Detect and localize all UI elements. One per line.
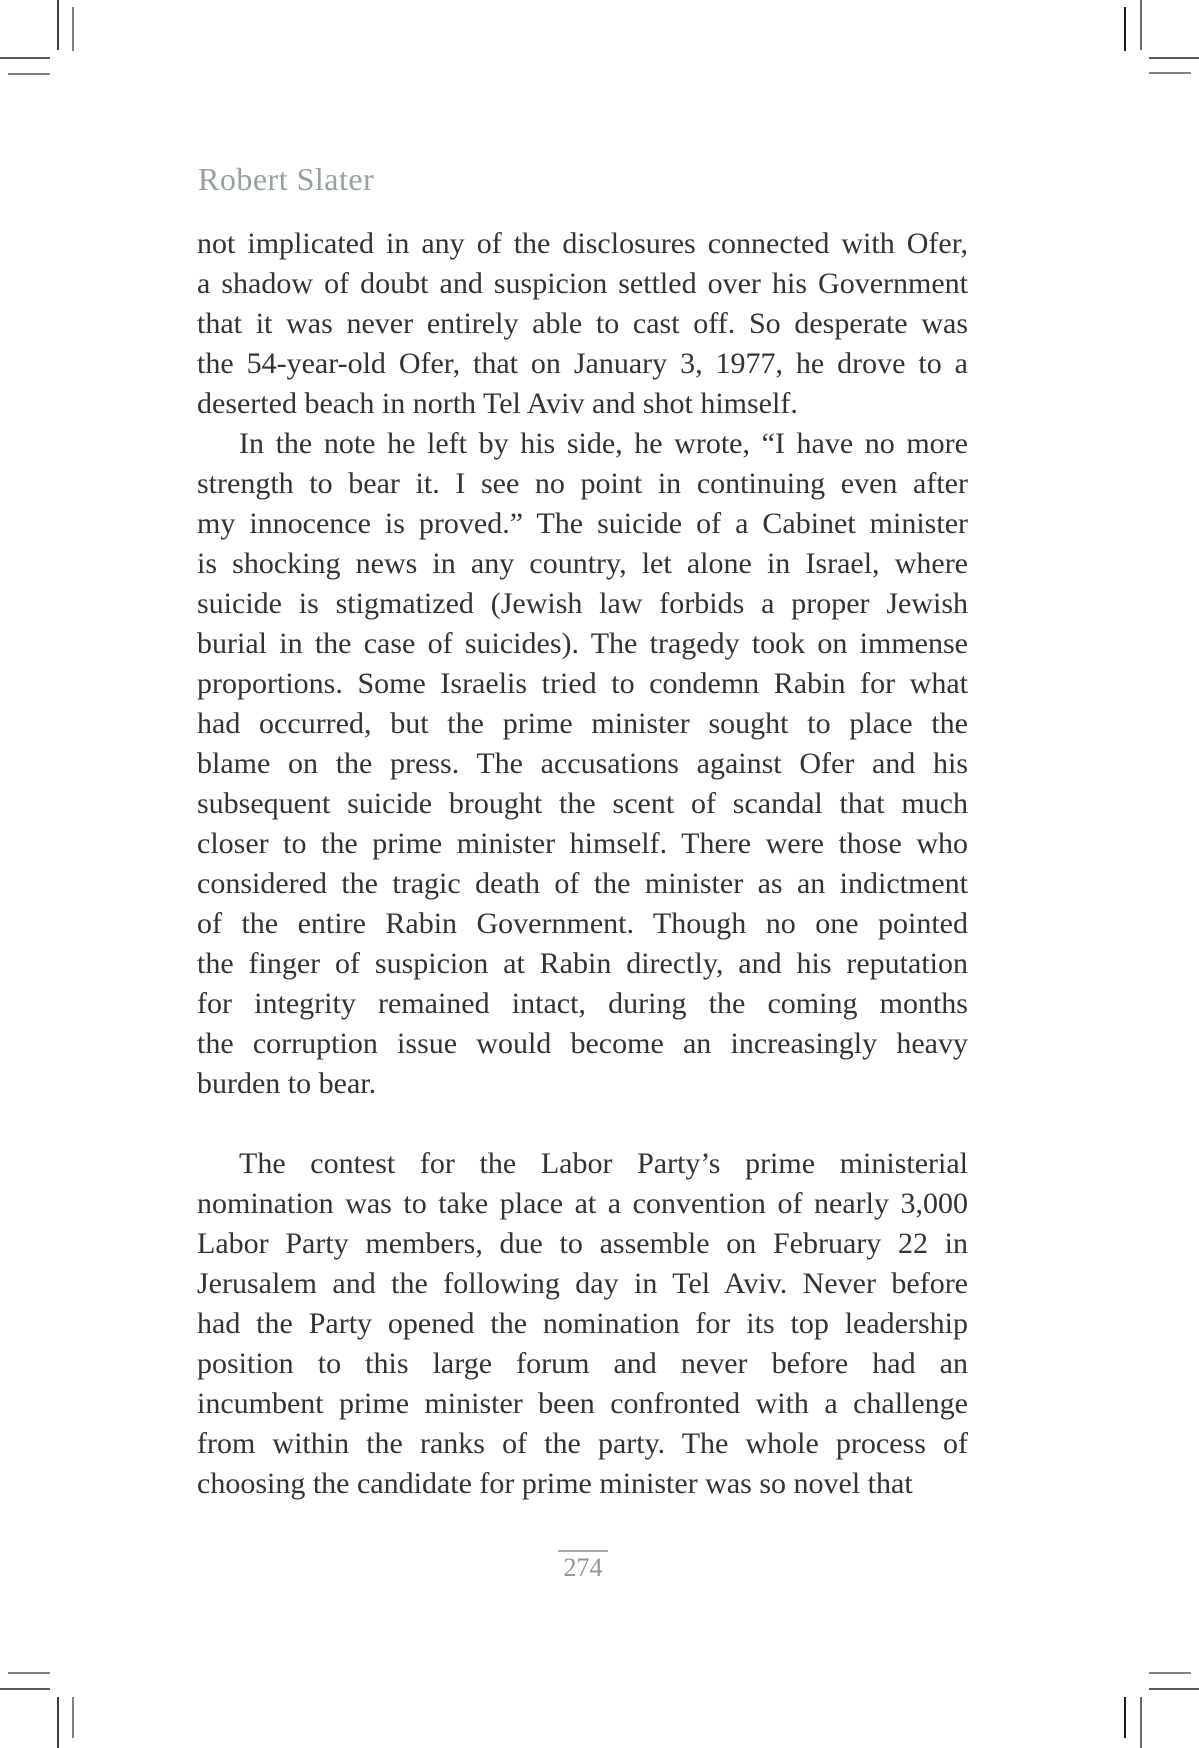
text-line: is shocking news in any country, let alone in Israel, where: [197, 547, 968, 580]
text-line: not implicated in any of the disclosures connected with Ofer,: [197, 227, 968, 260]
crop-mark: [1149, 57, 1199, 59]
text-line: closer to the prime minister himself. There were those who: [197, 827, 968, 860]
text-line: had occurred, but the prime minister sought to place the: [197, 707, 968, 740]
text-line: nomination was to take place at a convention of nearly 3,000: [197, 1187, 968, 1220]
crop-mark: [0, 1688, 50, 1690]
text-line: subsequent suicide brought the scent of scandal that much: [197, 787, 968, 820]
text-line: burden to bear.: [197, 1067, 377, 1100]
text-line: of the entire Rabin Government. Though no one pointed: [197, 907, 968, 940]
crop-mark: [1124, 1697, 1126, 1738]
crop-mark: [1140, 1697, 1142, 1748]
text-line: my innocence is proved.” The suicide of a Cabinet minister: [197, 507, 968, 540]
body-text: [197, 224, 968, 1504]
text-line: proportions. Some Israelis tried to condemn Rabin for what: [197, 667, 968, 700]
crop-mark: [1149, 72, 1191, 74]
text-line: burial in the case of suicides). The tragedy took on immense: [197, 627, 968, 660]
page-number-folio: [558, 1550, 608, 1582]
text-line: Labor Party members, due to assemble on February 22 in: [197, 1227, 968, 1260]
text-line: The contest for the Labor Party’s prime ministerial: [239, 1147, 968, 1180]
text-line: for integrity remained intact, during the coming months: [197, 987, 968, 1020]
crop-mark: [8, 73, 50, 75]
text-line: strength to bear it. I see no point in continuing even after: [197, 467, 968, 500]
crop-mark: [72, 7, 74, 51]
text-line: the 54-year-old Ofer, that on January 3, 1977, he drove to a: [197, 347, 968, 380]
crop-mark: [1140, 0, 1142, 50]
text-line: that it was never entirely able to cast off. So desperate was: [197, 307, 968, 340]
text-line: choosing the candidate for prime minister was so novel that: [197, 1467, 913, 1500]
crop-mark: [72, 1697, 74, 1738]
text-line: incumbent prime minister been confronted with a challenge: [197, 1387, 968, 1420]
page-number: 274: [563, 1553, 603, 1582]
text-line: from within the ranks of the party. The whole process of: [197, 1427, 968, 1460]
text-line: the finger of suspicion at Rabin directly, and his reputation: [197, 947, 968, 980]
running-head-author: Robert Slater: [198, 161, 375, 197]
text-line: suicide is stigmatized (Jewish law forbids a proper Jewish: [197, 587, 968, 620]
text-line: position to this large forum and never before had an: [197, 1347, 968, 1380]
crop-mark: [57, 1697, 59, 1748]
crop-mark: [1124, 7, 1126, 51]
text-line: the corruption issue would become an increasingly heavy: [197, 1027, 968, 1060]
text-line: blame on the press. The accusations against Ofer and his: [197, 747, 968, 780]
text-line: a shadow of doubt and suspicion settled over his Government: [197, 267, 968, 300]
crop-mark: [0, 57, 50, 59]
text-line: had the Party opened the nomination for its top leadership: [197, 1307, 968, 1340]
text-line: considered the tragic death of the minister as an indictment: [197, 867, 968, 900]
paragraph-spacer: [197, 1104, 968, 1144]
crop-mark: [57, 0, 59, 50]
text-line: In the note he left by his side, he wrote, “I have no more: [239, 427, 968, 460]
crop-mark: [1149, 1672, 1191, 1674]
crop-mark: [8, 1672, 50, 1674]
crop-mark: [1149, 1688, 1199, 1690]
text-line: deserted beach in north Tel Aviv and shot himself.: [197, 387, 798, 420]
text-line: Jerusalem and the following day in Tel Aviv. Never before: [197, 1267, 968, 1300]
